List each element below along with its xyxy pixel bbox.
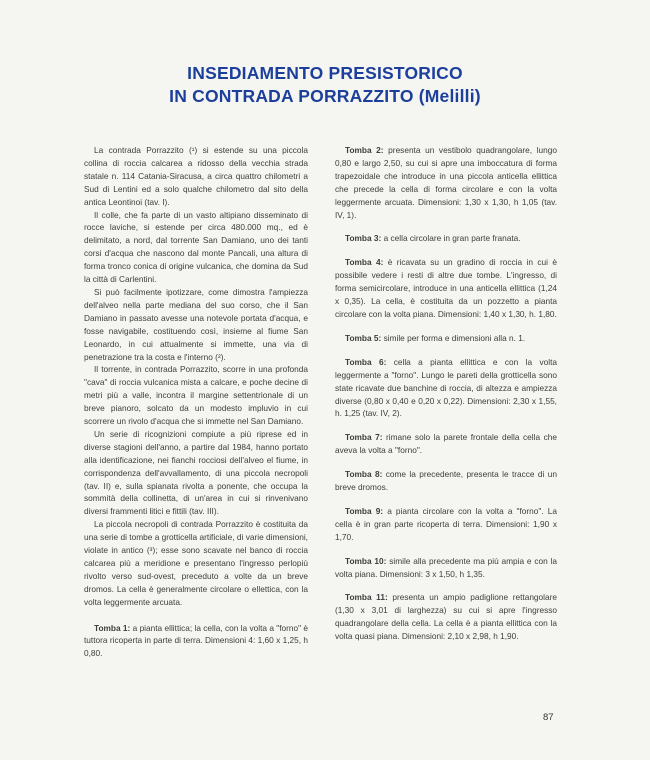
tomb-label: Tomba 11:: [345, 592, 388, 603]
tomb-label: Tomba 4:: [345, 257, 384, 268]
tomb-entry: [335, 431, 557, 457]
title-line-1: INSEDIAMENTO PRESISTORICO: [187, 63, 463, 83]
tomb-label: Tomba 2:: [345, 145, 384, 155]
tomb-description: cella a pianta ellittica e con la volta leggermente a "forno". Lungo le pareti della grotticella sono state ricavate due banchine di roccia, di altezza e ampiezza diverse (0,80 x 0,40 e 0,20 x 0,22). Dimensioni: 2,30 x 1,55, h. 1,25 (tav. IV, 2).: [335, 356, 558, 419]
tomb-label: Tomba 5:: [345, 332, 382, 343]
tomb-description: rimane solo la parete frontale della cella che aveva la volta a "forno".: [335, 432, 557, 456]
title-line-2: IN CONTRADA PORRAZZITO (Melilli): [169, 86, 481, 106]
paragraph: La piccola necropoli di contrada Porrazzito è costituita da una serie di tombe a grotticella artificiale, di varie dimensioni, violate in antico (³); esse sono scavate nel banco di roccia calcarea più a meridione e presentano l'ingresso perlopiù rivolto verso sud-ovest, preceduto a volte da un breve dromos. La cella è generalmente circolare o ellettica, con la volta leggermente arcuata.: [84, 519, 308, 607]
tomb-description: simile per forma e dimensioni alla n. 1.: [381, 332, 526, 343]
tomb-entry: [84, 622, 308, 661]
paragraph: La contrada Porrazzito (¹) si estende su una piccola collina di roccia calcarea a ridosso della vecchia strada statale n. 114 Catania-Siracusa, a circa quattro chilometri a Sud di Lentini ed a solo qualche chilometro dal sito della antica Leontinoi (tav. I).: [84, 145, 308, 207]
tomb-entry: [335, 468, 557, 494]
tomb-description: come la precedente, presenta le tracce di un breve dromos.: [335, 469, 557, 493]
tomb-label: Tomba 3:: [345, 233, 382, 244]
paragraph: Un serie di ricognizioni compiute a più riprese ed in diverse stagioni dell'anno, a partire dal 1984, hanno portato alla identificazione, nei fianchi rocciosi dell'alveo el fiume, in corrispondenza dell'avvallamento, di una piccola necropoli (tav. II) e, sulla spianata rivolta a ponente, che occupa la sommità della collinetta, di un'area in cui si rinvenivano diversi frammenti litici e fittili (tav. III).: [84, 428, 308, 517]
paragraph: Il torrente, in contrada Porrazzito, scorre in una profonda "cava" di roccia vulcanica mista a calcare, e poche decine di metri più a valle, incontra il margine settentrionale di un breve pianoro, solcato da un modesto impluvio in cui scorrere un rivolo d'acqua che si immette nel San Damiano.: [84, 364, 308, 427]
tomb-label: Tomba 1:: [94, 622, 131, 633]
tomb-entry: [335, 144, 557, 221]
article-title: [0, 62, 650, 108]
tomb-entry: [335, 256, 557, 321]
left-column: [84, 144, 308, 660]
tomb-label: Tomba 9:: [345, 505, 384, 516]
tomb-entry: [335, 332, 557, 345]
tomb-entry: [335, 555, 557, 581]
paragraph: Il colle, che fa parte di un vasto altipiano disseminato di rocce laviche, si estende per circa 480.000 mq., ed è delimitato, a nord, dal torrente San Damiano, uno dei tanti corsi d'acqua che nascono dal monte Pancali, una altura di forma tronco conica di origine vulcanica, che domina da Sud la città di Carlentini.: [84, 209, 308, 285]
tomb-entry: [335, 505, 557, 544]
tomb-description: simile alla precedente ma più ampia e con la volta piana. Dimensioni: 3 x 1,50, h 1,35.: [335, 555, 557, 579]
tomb-description: a pianta ellittica; la cella, con la volta a "forno" è tuttora ricoperta in parte di terra. Dimensioni 4: 1,60 x 1,25, h 0,80.: [84, 622, 308, 659]
tomb-label: Tomba 10:: [345, 555, 387, 566]
tomb-label: Tomba 7:: [345, 432, 383, 443]
tomb-entry: [335, 591, 557, 643]
tomb-entry: [335, 232, 557, 245]
right-column: [335, 144, 557, 654]
paragraph: Si può facilmente ipotizzare, come dimostra l'ampiezza dell'alveo nella parte mediana del suo corso, che il San Damiano in passato avesse una notevole portata d'acqua, e fosse navigabile, costituendo così, insieme al fiume San Leonardo, in cui attualmente si immette, una via di penetrazione tra la costa e l'interno (²).: [84, 286, 308, 362]
tomb-description: è ricavata su un gradino di roccia in cui è possibile vedere i resti di altre due tombe. L'ingresso, di forma semicircolare, introduce in una anticella ellittica (1,24 x 0,35). La cella, è costituita da un pozzetto a pianta circolare con la volta piana. Dimensioni: 1,40 x 1,30, h. 1,80.: [335, 257, 558, 319]
tomb-description: presenta un ampio padiglione rettangolare (1,30 x 3,01 di larghezza) su cui si apre l'ingresso quadrangolare della cella. La cella è a pianta ellittica con la volta quasi piana. Dimensioni: 2,10 x 2,98, h 1,90.: [335, 592, 557, 642]
tomb-label: Tomba 8:: [345, 469, 383, 480]
page-number: 87: [543, 712, 554, 723]
tomb-description: a pianta circolare con la volta a "forno". La cella è in gran parte ricoperta di terra. Dimensioni: 1,90 x 1,70.: [335, 505, 557, 542]
tomb-entry: [335, 356, 557, 421]
tomb-description: a cella circolare in gran parte franata.: [381, 233, 521, 244]
tomb-description: presenta un vestibolo quadrangolare, lungo 0,80 e largo 2,50, su cui si apre una imboccatura di forma trapezoidale che introduce in una piccola anticella ellittica che precede la cella di forma circolare e con la volta leggermente arcuata. Dimensioni: 1,30 x 1,30, h 1,05 (tav. IV, 1).: [335, 145, 557, 220]
tomb-label: Tomba 6:: [345, 356, 387, 367]
